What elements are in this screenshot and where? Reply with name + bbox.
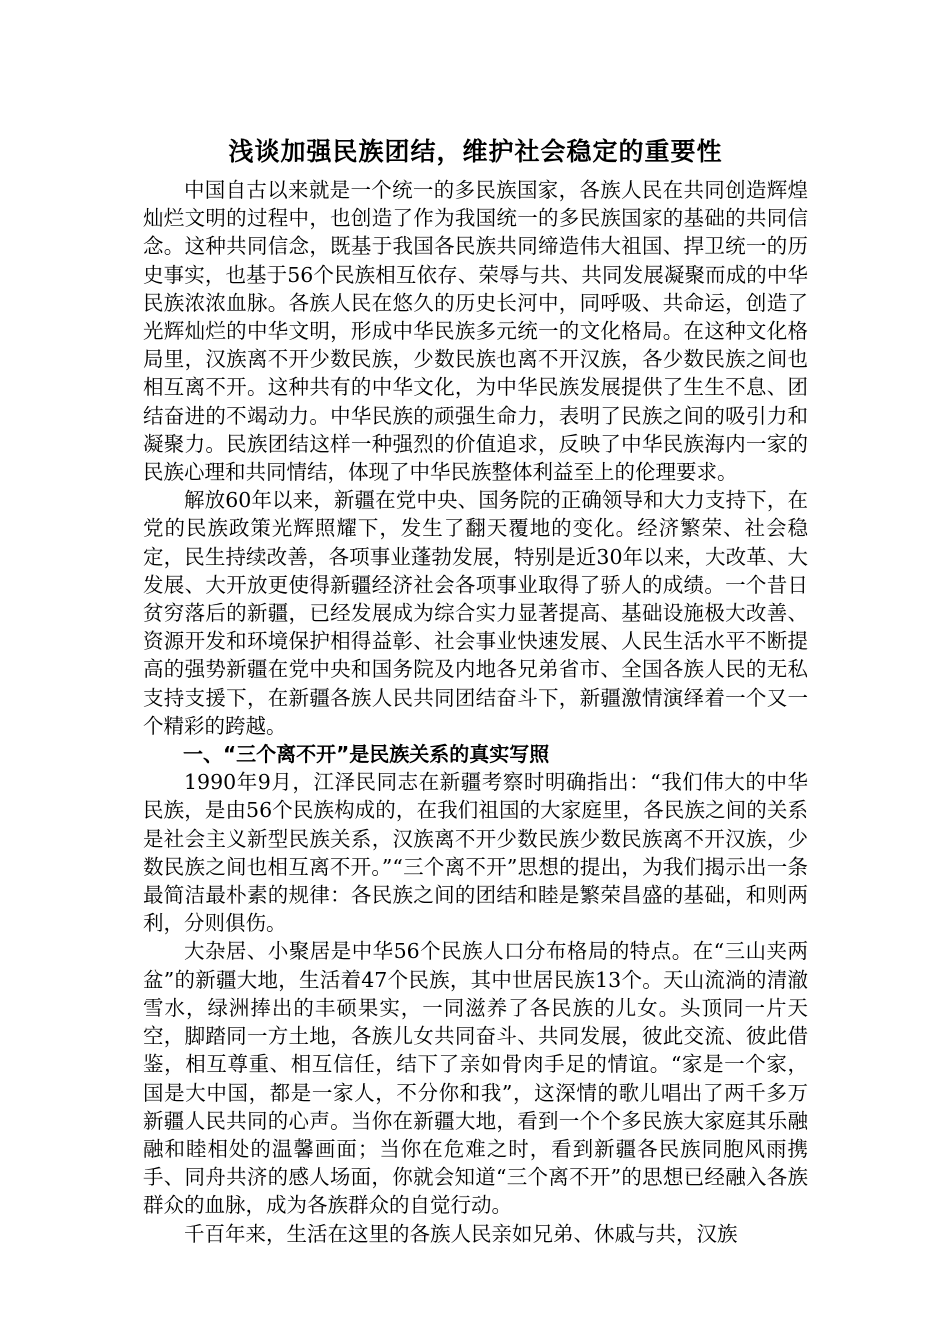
document-title: 浅谈加强民族团结，维护社会稳定的重要性 [228,137,723,166]
section-paragraph: 大杂居、小聚居是中华56个民族人口分布格局的特点。在“三山夹两盆”的新疆大地，生活着47个民族，其中世居民族13个。天山流淌的清澈雪水，绿洲捧出的丰硕果实，一同滋养了各民族的儿女。头顶同一片天空，脚踏同一方土地，各族儿女共同奋斗、共同发展，彼此交流、彼此借鉴，相互尊重、相互信任，结下了亲如骨肉手足的情谊。“家是一个家，国是大中国，都是一家人，不分你和我”，这深情的歌儿唱出了两千多万新疆人民共同的心声。当你在新疆大地，看到一个个多民族大家庭其乐融融和睦相处的温馨画面；当你在危难之时，看到新疆各民族同胞风雨携手、同舟共济的感人场面，你就会知道“三个离不开”的思想已经融入各族群众的血脉，成为各族群众的自觉行动。 [143,939,808,1218]
document-body [143,132,808,1248]
section-paragraph: 1990年9月，江泽民同志在新疆考察时明确指出：“我们伟大的中华民族，是由56个民族构成的，在我们祖国的大家庭里，各民族之间的关系是社会主义新型民族关系，汉族离不开少数民族少数民族离不开汉族，少数民族之间也相互离不开。”“三个离不开”思想的提出，为我们揭示出一条最简洁最朴素的规律：各民族之间的团结和睦是繁荣昌盛的基础，和则两利，分则俱伤。 [143,770,808,936]
section-paragraph-continued: 千百年来，生活在这里的各族人民亲如兄弟、休戚与共，汉族 [184,1221,738,1246]
section-heading: 一、“三个离不开”是民族关系的真实写照 [183,742,550,767]
xinjiang-development-paragraph: 解放60年以来，新疆在党中央、国务院的正确领导和大力支持下，在党的民族政策光辉照耀下，发生了翻天覆地的变化。经济繁荣、社会稳定，民生持续改善，各项事业蓬勃发展，特别是近30年以来，大改革、大发展、大开放更使得新疆经济社会各项事业取得了骄人的成绩。一个昔日贫穷落后的新疆，已经发展成为综合实力显著提高、基础设施极大改善、资源开发和环境保护相得益彰、社会事业快速发展、人民生活水平不断提高的强势新疆在党中央和国务院及内地各兄弟省市、全国各族人民的无私支持支援下，在新疆各族人民共同团结奋斗下，新疆激情演绎着一个又一个精彩的跨越。 [143,488,808,738]
intro-paragraph: 中国自古以来就是一个统一的多民族国家，各族人民在共同创造辉煌灿烂文明的过程中，也创造了作为我国统一的多民族国家的基础的共同信念。这种共同信念，既基于我国各民族共同缔造伟大祖国、捍卫统一的历史事实，也基于56个民族相互依存、荣辱与共、共同发展凝聚而成的中华民族浓浓血脉。各族人民在悠久的历史长河中，同呼吸、共命运，创造了光辉灿烂的中华文明，形成中华民族多元统一的文化格局。在这种文化格局里，汉族离不开少数民族，少数民族也离不开汉族，各少数民族之间也相互离不开。这种共有的中华文化，为中华民族发展提供了生生不息、团结奋进的不竭动力。中华民族的顽强生命力，表明了民族之间的吸引力和凝聚力。民族团结这样一种强烈的价值追求，反映了中华民族海内一家的民族心理和共同情结，体现了中华民族整体利益至上的伦理要求。 [143,178,808,485]
